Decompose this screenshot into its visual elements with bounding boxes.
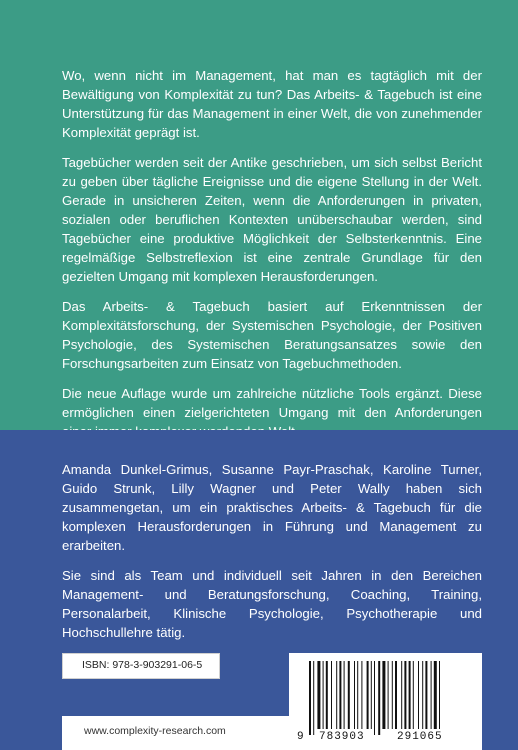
description-paragraph-1: Wo, wenn nicht im Management, hat man es tagtäglich mit der Bewältigung von Komplexität zu tun? Das Arbeits- & Tagebuch ist eine Unterstützung für das Management in einer Welt, die von zunehmender Komplexität geprägt ist.	[62, 68, 482, 140]
barcode-bar	[313, 661, 314, 735]
barcode-bar	[404, 661, 406, 729]
barcode-bar	[361, 661, 362, 729]
barcode-bar	[331, 661, 332, 729]
barcode-group-left: 783903	[319, 731, 365, 743]
barcode-bar	[323, 661, 324, 729]
barcode-bar	[413, 661, 414, 729]
barcode-bar	[395, 661, 397, 729]
barcode-bar	[434, 661, 437, 729]
description-paragraph-4: Die neue Auflage wurde um zahlreiche nützliche Tools ergänzt. Diese ermöglichen einen zielgerichteten Umgang mit den Anforderungen	[62, 386, 482, 420]
barcode-bar	[336, 661, 337, 729]
barcode-bar	[425, 661, 427, 729]
barcode-bar	[344, 661, 345, 729]
barcode-bar	[348, 661, 350, 729]
barcode-bar	[409, 661, 411, 729]
authors-text	[62, 460, 482, 653]
barcode-bar	[326, 661, 328, 729]
barcode-bar	[309, 661, 311, 735]
barcode-bar	[339, 661, 341, 729]
description-paragraph-2: Tagebücher werden seit der Antike geschrieben, um sich selbst Bericht zu geben über tägliche Ereignisse und die eigene Stellung in der Welt. Gerade in unsicheren Zeiten, wenn die Anforderungen in privaten, sozialen oder beruflichen Kontexten unüberschaubar werden, sind Tagebücher eine produktive Möglichkeit der Selbsterkenntnis. Eine regelmäßige Selbstreflexion ist eine zentrale Grundlage für den gezielten Umgang mit komplexen Herausforderungen.	[62, 155, 482, 284]
barcode-bars	[289, 653, 482, 750]
barcode-bar	[317, 661, 320, 729]
barcode-bar	[431, 661, 432, 729]
authors-paragraph-2: Sie sind als Team und individuell seit Jahren in den Bereichen Management- und Beratungsforschung, Coaching, Training, Personalarbeit, Klinische Psychologie, Psychotherapie und Hochschullehre tätig.	[62, 568, 482, 640]
authors-paragraph-1: Amanda Dunkel-Grimus, Susanne Payr-Praschak, Karoline Turner, Guido Strunk, Lilly Wagner und Peter Wally haben sich zusammengetan, um ein praktisches Arbeits- & Tagebuch für die komplexen Herausforderungen in Führung und Management zu erarbeiten.	[62, 462, 482, 553]
barcode-bar	[418, 661, 419, 729]
barcode-digit-first: 9	[297, 731, 305, 743]
barcode-bar	[374, 661, 375, 735]
barcode-bar	[371, 661, 372, 729]
barcode-bar	[378, 661, 380, 735]
barcode-bar	[357, 661, 358, 729]
barcode-bar	[422, 661, 423, 729]
barcode-bar	[367, 661, 369, 729]
description-paragraph-3: Das Arbeits- & Tagebuch basiert auf Erkenntnissen der Komplexitätsforschung, der Systemischen Psychologie, der Positiven Psychologie, des Systemischen Beratungsansatzes sowie den Forschungsarbeiten zum Einsatz von Tagebuchmethoden.	[62, 299, 482, 371]
description-text	[62, 66, 482, 452]
isbn-label: ISBN: 978-3-903291-06-5	[82, 659, 203, 671]
barcode-bar	[382, 661, 385, 729]
barcode-bar	[439, 661, 440, 729]
website-url: www.complexity-research.com	[84, 725, 226, 737]
barcode	[289, 653, 482, 750]
barcode-bar	[354, 661, 355, 729]
barcode-bar	[401, 661, 402, 729]
barcode-bar	[388, 661, 389, 729]
barcode-group-right: 291065	[397, 731, 443, 743]
barcode-bar	[392, 661, 393, 729]
